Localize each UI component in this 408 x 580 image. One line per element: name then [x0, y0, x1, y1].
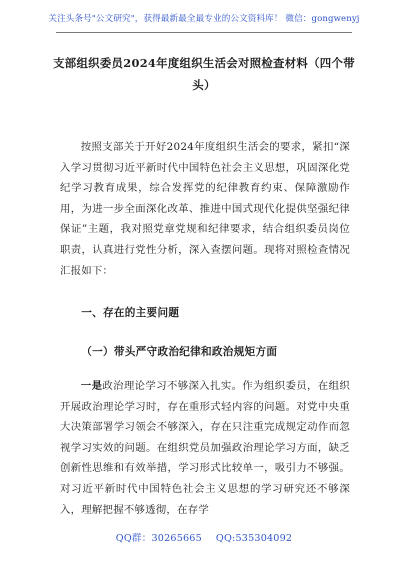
document-title: 支部组织委员2024年度组织生活会对照检查材料（四个带头）	[53, 56, 355, 92]
section-heading: 一、存在的主要问题	[81, 307, 180, 319]
intro-paragraph: 按照支部关于开好2024年度组织生活会的要求，紧扣“深入学习贯彻习近平新时代中国特色社会主义思想，巩固深化党纪学习教育成果，综合发挥党的纪律教育约束、保障激励作用，为进一步全面深化改革、推进中国式现代化提供坚强纪律保证”主题，我对照党章党规和纪律要求，结合组织委员岗位职责，认真进行党性分析，深入查摆问题。现将对照检查情况汇报如下：	[60, 141, 350, 277]
point-lead: 一是	[80, 380, 103, 392]
point-paragraph	[60, 376, 350, 520]
header-divider	[56, 32, 352, 33]
point-block	[60, 376, 350, 520]
point-text: 政治理论学习不够深入扎实。作为组织委员，在组织开展政治理论学习时，存在重形式轻内容的问题。对党中央重大决策部署学习领会不够深入，存在只注重完成规定动作而忽视学习实效的问题。在组织党员加强政治理论学习方面，缺乏创新性思维和有效举措，学习形式比较单一，吸引力不够强。对习近平新时代中国特色社会主义思想的学习研究还不够深入，理解把握不够透彻，在存学	[60, 380, 350, 516]
footer-contact	[0, 530, 408, 544]
header-note: 关注头条号"公文研究"，获得最新最全最专业的公文资料库！ 微信：gongwenyj	[48, 14, 360, 24]
subsection-heading: （一）带头严守政治纪律和政治规矩方面	[81, 346, 278, 358]
footer-qq-group: QQ群：30265665	[115, 533, 202, 544]
intro-block	[60, 137, 350, 281]
footer-qq: QQ:535304092	[215, 533, 293, 544]
